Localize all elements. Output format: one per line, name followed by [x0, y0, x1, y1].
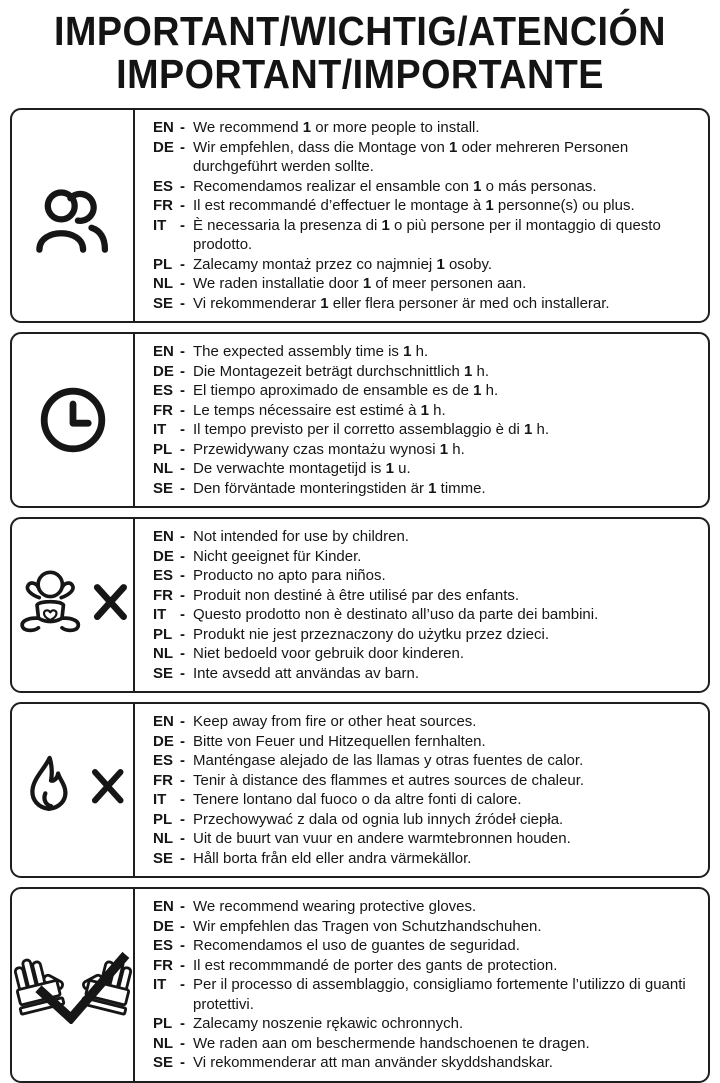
language-code: EN	[153, 119, 174, 136]
warning-line-en	[153, 118, 686, 138]
dash-separator: -	[180, 138, 185, 156]
two-people-icon	[31, 171, 115, 261]
warning-text: Håll borta från eld eller andra värmekällor.	[193, 849, 472, 867]
rows	[135, 110, 708, 321]
warning-text: Vi rekommenderar 1 eller flera personer är med och installerar.	[193, 294, 610, 312]
warning-line-pl	[153, 1014, 686, 1034]
warning-text: Tenir à distance des flammes et autres sources de chaleur.	[193, 771, 585, 789]
warning-text: We raden aan om beschermende handschoenen te dragen.	[193, 1034, 590, 1052]
warning-line-nl	[153, 644, 686, 664]
warning-text: Produkt nie jest przeznaczony do użytku przez dzieci.	[193, 625, 550, 643]
warning-line-nl	[153, 829, 686, 849]
warning-text: El tiempo aproximado de ensamble es de 1 h.	[193, 382, 499, 399]
warning-text: Uit de buurt van vuur en andere warmtebronnen houden.	[193, 830, 571, 847]
warning-text: Przewidywany czas montażu wynosi 1 h.	[193, 440, 465, 458]
dash-separator: -	[180, 645, 185, 662]
dash-separator: -	[180, 849, 185, 867]
warning-text: Zalecamy montaż przez co najmniej 1 osoby.	[193, 255, 493, 273]
icon-cell	[12, 334, 135, 506]
warning-line-pl	[153, 440, 686, 460]
warning-line-se	[153, 849, 686, 869]
dash-separator: -	[180, 664, 185, 682]
warning-line-fr	[153, 586, 686, 606]
warning-text: Le temps nécessaire est estimé à 1 h.	[193, 401, 446, 419]
language-code: PL	[153, 625, 173, 643]
language-code: ES	[153, 177, 174, 195]
warning-text: Den förväntade monteringstiden är 1 timme.	[193, 479, 486, 497]
language-code: FR	[153, 197, 173, 214]
sections	[0, 108, 720, 1083]
language-code: EN	[153, 713, 174, 730]
warning-line-fr	[153, 196, 686, 216]
warning-box-assembly-time	[10, 332, 710, 508]
language-code: PL	[153, 440, 173, 458]
warning-line-it	[153, 216, 686, 255]
warning-line-en	[153, 897, 686, 917]
warning-text: De verwachte montagetijd is 1 u.	[193, 460, 411, 477]
dash-separator: -	[180, 771, 185, 789]
dash-separator: -	[180, 810, 185, 828]
warning-text: Przechowywać z dala od ognia lub innych źródeł ciepła.	[193, 810, 564, 828]
language-code: PL	[153, 810, 173, 828]
warning-line-es	[153, 177, 686, 197]
no-children-icon	[15, 565, 131, 645]
warning-line-fr	[153, 401, 686, 421]
warning-line-es	[153, 751, 686, 771]
title-line-1: IMPORTANT/WICHTIG/ATENCIÓN	[54, 8, 666, 54]
warning-text: Inte avsedd att användas av barn.	[193, 664, 419, 682]
rows	[135, 519, 708, 691]
icon-cell	[12, 110, 135, 321]
warning-line-de	[153, 732, 686, 752]
warning-line-en	[153, 342, 686, 362]
icon-cell	[12, 889, 135, 1081]
warning-text: Per il processo di assemblaggio, consigliamo fortemente l’utilizzo di guanti protettivi.	[193, 976, 686, 1013]
language-code: DE	[153, 547, 174, 565]
language-code: PL	[153, 255, 173, 273]
title-line-2: IMPORTANT/IMPORTANTE	[116, 51, 604, 97]
warning-line-de	[153, 917, 686, 937]
warning-line-en	[153, 527, 686, 547]
warning-text: Tenere lontano dal fuoco o da altre fonti di calore.	[193, 791, 522, 808]
gloves-check-icon	[13, 945, 133, 1024]
warning-line-en	[153, 712, 686, 732]
language-code: FR	[153, 401, 173, 419]
language-code: ES	[153, 937, 174, 954]
warning-box-no-fire	[10, 702, 710, 878]
warning-text: We raden installatie door 1 of meer personen aan.	[193, 275, 527, 292]
dash-separator: -	[180, 752, 185, 769]
warning-text: We recommend 1 or more people to install.	[193, 119, 480, 136]
language-code: EN	[153, 343, 174, 360]
warning-text: Il est recommandé d’effectuer le montage à 1 personne(s) ou plus.	[193, 197, 635, 214]
dash-separator: -	[180, 547, 185, 565]
language-code: IT	[153, 976, 167, 993]
dash-separator: -	[180, 528, 185, 545]
dash-separator: -	[180, 898, 185, 915]
warning-line-se	[153, 294, 686, 314]
dash-separator: -	[180, 382, 185, 399]
dash-separator: -	[180, 937, 185, 954]
language-code: SE	[153, 479, 174, 497]
language-code: ES	[153, 382, 174, 399]
language-code: ES	[153, 752, 174, 769]
warning-line-fr	[153, 956, 686, 976]
warning-line-se	[153, 479, 686, 499]
dash-separator: -	[180, 586, 185, 604]
rows	[135, 704, 708, 876]
language-code: SE	[153, 664, 174, 682]
language-code: EN	[153, 528, 174, 545]
dash-separator: -	[180, 1054, 185, 1071]
language-code: ES	[153, 567, 174, 584]
dash-separator: -	[180, 976, 185, 993]
warning-line-it	[153, 420, 686, 440]
language-code: NL	[153, 645, 173, 662]
language-code: SE	[153, 849, 174, 867]
dash-separator: -	[180, 343, 185, 360]
warning-line-de	[153, 362, 686, 382]
warning-text: Il tempo previsto per il corretto assemblaggio è di 1 h.	[193, 421, 550, 438]
language-code: IT	[153, 216, 167, 234]
warning-line-de	[153, 138, 686, 177]
language-code: FR	[153, 586, 173, 604]
dash-separator: -	[180, 440, 185, 458]
warning-text: Wir empfehlen das Tragen von Schutzhandschuhen.	[193, 917, 542, 935]
language-code: IT	[153, 791, 167, 808]
dash-separator: -	[180, 177, 185, 195]
dash-separator: -	[180, 216, 185, 234]
language-code: PL	[153, 1015, 173, 1032]
language-code: EN	[153, 898, 174, 915]
language-code: IT	[153, 606, 167, 623]
language-code: SE	[153, 294, 174, 312]
warning-line-pl	[153, 810, 686, 830]
warning-box-no-children	[10, 517, 710, 693]
warning-text: Nicht geeignet für Kinder.	[193, 547, 362, 565]
dash-separator: -	[180, 362, 185, 380]
language-code: NL	[153, 275, 173, 292]
clock-icon	[33, 380, 113, 460]
warning-line-nl	[153, 459, 686, 479]
warning-text: Not intended for use by children.	[193, 528, 409, 545]
warning-line-se	[153, 1053, 686, 1073]
warning-text: We recommend wearing protective gloves.	[193, 898, 477, 915]
dash-separator: -	[180, 294, 185, 312]
warning-line-pl	[153, 625, 686, 645]
warning-line-es	[153, 566, 686, 586]
dash-separator: -	[180, 197, 185, 214]
dash-separator: -	[180, 917, 185, 935]
dash-separator: -	[180, 401, 185, 419]
warning-text: The expected assembly time is 1 h.	[193, 343, 429, 360]
warning-line-se	[153, 664, 686, 684]
language-code: DE	[153, 732, 174, 750]
dash-separator: -	[180, 421, 185, 438]
dash-separator: -	[180, 625, 185, 643]
warning-line-de	[153, 547, 686, 567]
warning-text: Die Montagezeit beträgt durchschnittlich 1 h.	[193, 362, 490, 380]
warning-text: Recomendamos realizar el ensamble con 1 o más personas.	[193, 177, 597, 195]
warning-line-nl	[153, 274, 686, 294]
warning-text: Il est recommmandé de porter des gants de protection.	[193, 956, 558, 974]
language-code: DE	[153, 138, 174, 156]
dash-separator: -	[180, 275, 185, 292]
dash-separator: -	[180, 460, 185, 477]
warning-line-it	[153, 975, 686, 1014]
dash-separator: -	[180, 1015, 185, 1032]
dash-separator: -	[180, 119, 185, 136]
warning-line-es	[153, 936, 686, 956]
warning-text: Zalecamy noszenie rękawic ochronnych.	[193, 1015, 464, 1032]
dash-separator: -	[180, 956, 185, 974]
warning-line-fr	[153, 771, 686, 791]
warning-box-people	[10, 108, 710, 323]
warning-line-nl	[153, 1034, 686, 1054]
rows	[135, 889, 708, 1081]
warning-text: Wir empfehlen, dass die Montage von 1 oder mehreren Personen durchgeführt werden sollte.	[193, 138, 629, 175]
language-code: FR	[153, 956, 173, 974]
warning-line-it	[153, 605, 686, 625]
icon-cell	[12, 519, 135, 691]
warning-line-pl	[153, 255, 686, 275]
page-title	[0, 0, 720, 96]
language-code: IT	[153, 421, 167, 438]
language-code: NL	[153, 1034, 173, 1052]
warning-text: Keep away from fire or other heat sources.	[193, 713, 477, 730]
dash-separator: -	[180, 255, 185, 273]
no-fire-icon	[17, 752, 129, 829]
dash-separator: -	[180, 567, 185, 584]
warning-text: Manténgase alejado de las llamas y otras fuentes de calor.	[193, 752, 584, 769]
dash-separator: -	[180, 791, 185, 808]
warning-box-gloves	[10, 887, 710, 1083]
warning-text: Vi rekommenderar att man använder skyddshandskar.	[193, 1054, 553, 1071]
dash-separator: -	[180, 606, 185, 623]
warning-text: Recomendamos el uso de guantes de seguridad.	[193, 937, 520, 954]
warning-text: Producto no apto para niños.	[193, 567, 386, 584]
rows	[135, 334, 708, 506]
warning-text: Produit non destiné à être utilisé par des enfants.	[193, 586, 520, 604]
dash-separator: -	[180, 1034, 185, 1052]
language-code: NL	[153, 830, 173, 847]
language-code: NL	[153, 460, 173, 477]
language-code: SE	[153, 1054, 174, 1071]
dash-separator: -	[180, 713, 185, 730]
warning-text: È necessaria la presenza di 1 o più persone per il montaggio di questo prodotto.	[193, 216, 661, 253]
icon-cell	[12, 704, 135, 876]
warning-text: Questo prodotto non è destinato all’uso da parte dei bambini.	[193, 606, 599, 623]
warning-line-it	[153, 790, 686, 810]
language-code: FR	[153, 771, 173, 789]
warning-text: Bitte von Feuer und Hitzequellen fernhalten.	[193, 732, 486, 750]
warning-text: Niet bedoeld voor gebruik door kinderen.	[193, 645, 465, 662]
language-code: DE	[153, 917, 174, 935]
dash-separator: -	[180, 830, 185, 847]
dash-separator: -	[180, 732, 185, 750]
language-code: DE	[153, 362, 174, 380]
dash-separator: -	[180, 479, 185, 497]
warning-line-es	[153, 381, 686, 401]
